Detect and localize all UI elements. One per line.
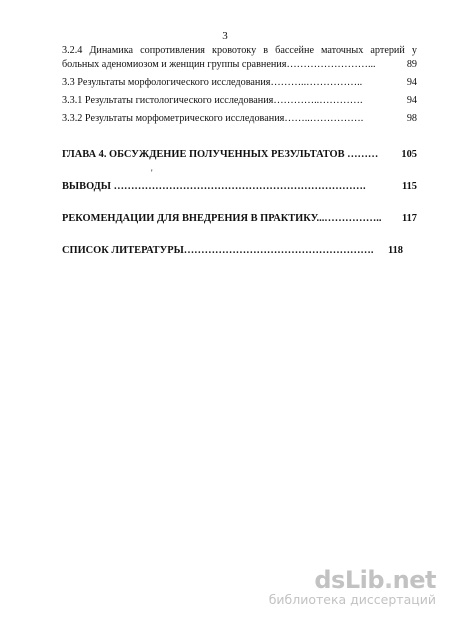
toc-entry-3-2-4 <box>62 58 417 72</box>
toc-conclusions-page: 115 <box>401 181 417 192</box>
toc-entry-3-3-1-page: 94 <box>406 95 417 106</box>
toc-entry-3-2-4-line-2: больных аденомиозом и женщин группы сравнения……………………... <box>62 59 376 70</box>
toc-recommendations <box>62 212 417 226</box>
toc-chapter-4-text: ГЛАВА 4. ОБСУЖДЕНИЕ ПОЛУЧЕННЫХ РЕЗУЛЬТАТОВ ……… <box>62 149 379 160</box>
toc-entry-3-3 <box>62 76 417 90</box>
toc-conclusions-text: ВЫВОДЫ ………………………………………………………………. <box>62 181 366 192</box>
watermark <box>269 567 436 607</box>
toc-references-page: 118 <box>387 245 403 256</box>
toc-entry-3-3-2 <box>62 112 417 126</box>
toc-entry-3-2-4-page: 89 <box>406 59 417 70</box>
toc-entry-3-2-4-line-1: 3.2.4 Динамика сопротивления кровотоку в бассейне маточных артерий у <box>62 45 417 56</box>
page-number: 3 <box>222 30 228 42</box>
toc-entry-3-3-1-text: 3.3.1 Результаты гистологического исследования…………..…………. <box>62 95 363 106</box>
toc-chapter-4 <box>62 148 417 162</box>
table-of-contents <box>62 44 417 258</box>
toc-entry-3-3-2-page: 98 <box>406 113 417 124</box>
toc-entry-3-3-2-text: 3.3.2 Результаты морфометрического исследования……..……………. <box>62 113 364 124</box>
toc-references-text: СПИСОК ЛИТЕРАТУРЫ………………………………………………. <box>62 245 374 256</box>
toc-entry-3-3-page: 94 <box>406 77 417 88</box>
toc-references <box>62 244 417 258</box>
stray-mark: ' <box>151 168 153 178</box>
toc-entry-3-3-1 <box>62 94 417 108</box>
toc-recommendations-text: РЕКОМЕНДАЦИИ ДЛЯ ВНЕДРЕНИЯ В ПРАКТИКУ...…………….. <box>62 213 382 224</box>
toc-chapter-4-page: 105 <box>401 149 417 160</box>
watermark-subtitle: библиотека диссертаций <box>268 592 436 607</box>
watermark-logo: dsLib.net <box>314 566 436 594</box>
toc-recommendations-page: 117 <box>401 213 417 224</box>
toc-conclusions <box>62 180 417 194</box>
toc-entry-3-3-text: 3.3 Результаты морфологического исследования………..…………….. <box>62 77 363 88</box>
